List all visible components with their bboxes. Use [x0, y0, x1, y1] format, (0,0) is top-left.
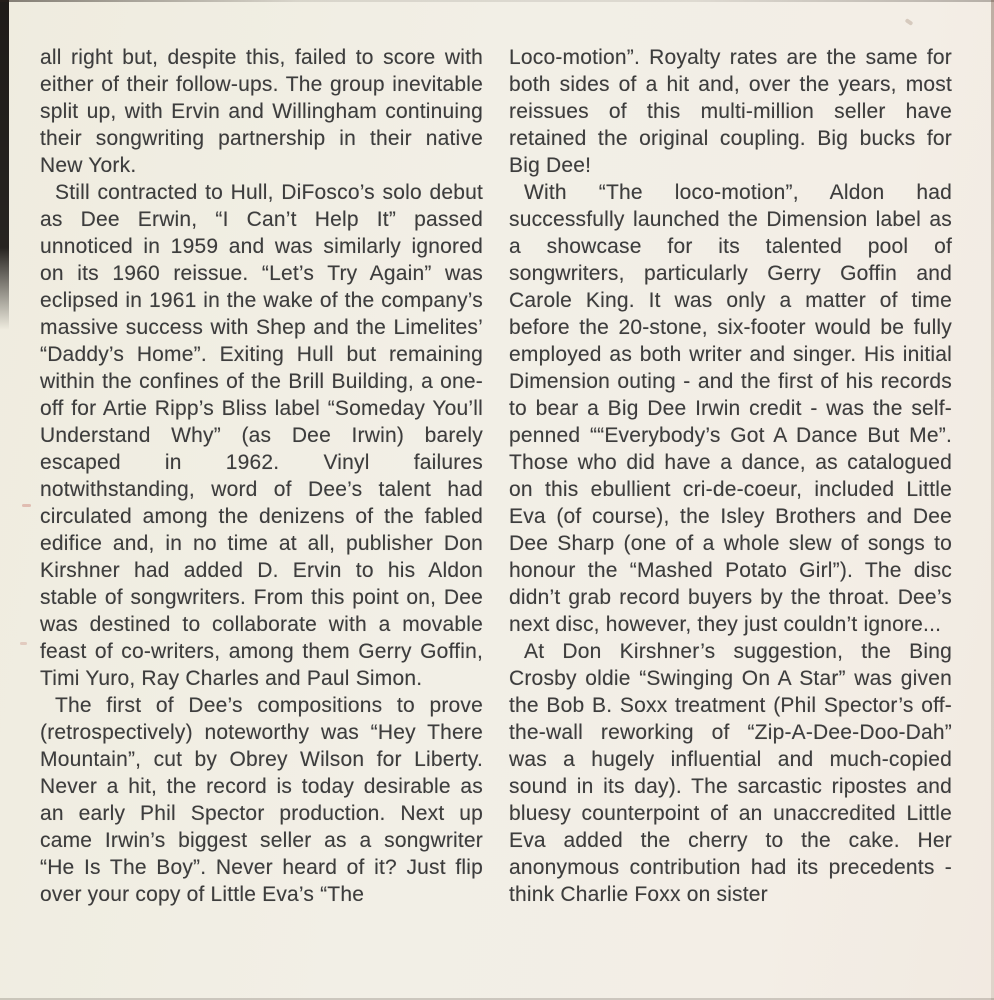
paragraph: The first of Dee’s compositions to prove (retrospectively) noteworthy was “Hey There Mountain”, cut by Obrey Wilson for Liberty. Never a hit, the record is today desirable as an early Phil Spector production. Next up came Irwin’s biggest seller as a songwriter “He Is The Boy”. Never heard of it? Just flip over your copy of Little Eva’s “The	[40, 694, 483, 906]
scan-edge-top-line	[0, 0, 994, 2]
left-column	[40, 44, 483, 908]
scan-speck	[905, 18, 914, 26]
paragraph: With “The loco-motion”, Aldon had successfully launched the Dimension label as a showcase for its talented pool of songwriters, particularly Gerry Goffin and Carole King. It was only a matter of time before the 20-stone, six-footer would be fully employed as both writer and singer. His initial Dimension outing - and the first of his records to bear a Big Dee Irwin credit - was the self-penned ““Everybody’s Got A Dance But Me”. Those who did have a dance, as catalogued on this ebullient cri-de-coeur, included Little Eva (of course), the Isley Brothers and Dee Dee Sharp (one of a whole slew of songs to honour the “Mashed Potato Girl”). The disc didn’t grab record buyers by the throat. Dee’s next disc, however, they just couldn’t ignore...	[509, 181, 952, 636]
paragraph: Loco-motion”. Royalty rates are the same for both sides of a hit and, over the years, most reissues of this multi-million seller have retained the original coupling. Big bucks for Big Dee!	[509, 46, 952, 177]
right-column	[509, 44, 952, 908]
text-columns	[40, 44, 952, 908]
paragraph: Still contracted to Hull, DiFosco’s solo debut as Dee Erwin, “I Can’t Help It” passed unnoticed in 1959 and was similarly ignored on its 1960 reissue. “Let’s Try Again” was eclipsed in 1961 in the wake of the company’s massive success with Shep and the Limelites’ “Daddy’s Home”. Exiting Hull but remaining within the confines of the Brill Building, a one-off for Artie Ripp’s Bliss label “Someday You’ll Understand Why” (as Dee Irwin) barely escaped in 1962. Vinyl failures notwithstanding, word of Dee’s talent had circulated among the denizens of the fabled edifice and, in no time at all, publisher Don Kirshner had added D. Ervin to his Aldon stable of songwriters. From this point on, Dee was destined to collaborate with a movable feast of co-writers, among them Gerry Goffin, Timi Yuro, Ray Charles and Paul Simon.	[40, 181, 483, 690]
scan-edge-left-shadow	[0, 0, 9, 330]
scan-speck	[20, 642, 27, 645]
paragraph: all right but, despite this, failed to score with either of their follow-ups. The group inevitable split up, with Ervin and Willingham continuing their songwriting partnership in their native New York.	[40, 46, 483, 177]
paragraph: At Don Kirshner’s suggestion, the Bing Crosby oldie “Swinging On A Star” was given the Bob B. Soxx treatment (Phil Spector’s off-the-wall reworking of “Zip-A-Dee-Doo-Dah” was a hugely influential and much-copied sound in its day). The sarcastic ripostes and bluesy counterpoint of an unaccredited Little Eva added the cherry to the cake. Her anonymous contribution had its precedents - think Charlie Foxx on sister	[509, 640, 952, 906]
scan-speck	[22, 504, 31, 507]
